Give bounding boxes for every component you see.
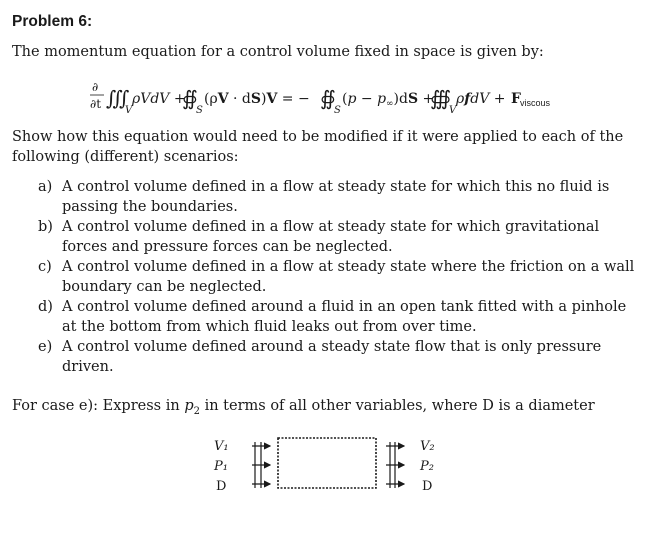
- svg-text:∭: ∭: [106, 86, 122, 110]
- prompt-subscript: 2: [193, 405, 200, 417]
- intro-text: The momentum equation for a control volume fixed in space is given by:: [12, 44, 544, 60]
- scenario-text: A control volume defined in a flow at steady state for which gravitational forces and pressure forces can be neglected.: [62, 219, 600, 255]
- prompt-before: For case e): Express in: [12, 398, 185, 414]
- prompt-variable: p: [184, 398, 194, 414]
- scenario-item: [38, 257, 638, 297]
- scenario-label: b): [38, 219, 53, 235]
- svg-text:(p − p∞)dS +: $(p - p_\infty)dS$ +: [342, 91, 435, 109]
- svg-text:∰: ∰: [430, 86, 444, 110]
- momentum-equation-svg: [92, 75, 572, 123]
- label-d-left: D: [216, 479, 227, 494]
- inlet-arrows: [252, 442, 270, 488]
- problem-title: Problem 6:: [12, 13, 93, 30]
- scenario-text: A control volume defined around a steady state flow that is only pressure driven.: [62, 339, 602, 375]
- label-v2: V₂: [420, 439, 435, 454]
- scenario-label: d): [38, 299, 53, 315]
- eq-f-viscous: F: [511, 91, 521, 107]
- control-volume-box: [278, 438, 376, 488]
- scenario-text: A control volume defined in a flow at steady state where the friction on a wall boundary can be neglected.: [62, 259, 635, 295]
- label-p1: P₁: [214, 459, 228, 474]
- svg-text:ρfdV +: ρfdV +: [456, 91, 506, 107]
- scenario-text: A control volume defined in a flow at steady state for which this no fluid is passing the boundaries.: [62, 179, 610, 215]
- scenario-item: [38, 297, 638, 337]
- show-instruction: Show how this equation would need to be modified if it were applied to each of the following (different) scenarios:: [12, 129, 624, 165]
- scenario-item: [38, 177, 638, 217]
- eq-sub-v: V: [125, 105, 133, 116]
- outlet-arrows: [386, 442, 404, 488]
- label-v1: V₁: [214, 439, 229, 454]
- scenario-label: c): [38, 259, 52, 275]
- scenario-item: [38, 217, 638, 257]
- diagram-svg: [200, 430, 460, 500]
- label-d-right: D: [422, 479, 433, 494]
- control-volume-diagram: [200, 430, 460, 500]
- svg-text:V: V: [449, 105, 457, 116]
- svg-text:S: S: [334, 105, 341, 116]
- label-p2: P₂: [420, 459, 434, 474]
- scenario-label: a): [38, 179, 53, 195]
- svg-text:∂t: ∂t: [90, 97, 102, 111]
- svg-text:ρVdV +: ρVdV +: [132, 91, 186, 107]
- svg-text:∂: ∂: [92, 80, 99, 94]
- prompt-after: in terms of all other variables, where D is a diameter: [199, 398, 595, 414]
- scenario-label: e): [38, 339, 53, 355]
- momentum-equation: [92, 75, 572, 123]
- svg-text:∯: ∯: [182, 86, 198, 110]
- svg-text:∯: ∯: [320, 86, 336, 110]
- scenario-item: [38, 337, 638, 377]
- case-e-prompt: [12, 398, 595, 417]
- eq-sub-s: S: [196, 105, 203, 116]
- eq-viscous-subscript: viscous: [520, 98, 551, 108]
- svg-text:(ρV · dS)V = −: (ρV · dS)V = −: [204, 91, 310, 107]
- scenario-text: A control volume defined around a fluid in an open tank fitted with a pinhole at the bottom from which fluid leaks out from over time.: [62, 299, 627, 335]
- scenario-list: [38, 177, 638, 377]
